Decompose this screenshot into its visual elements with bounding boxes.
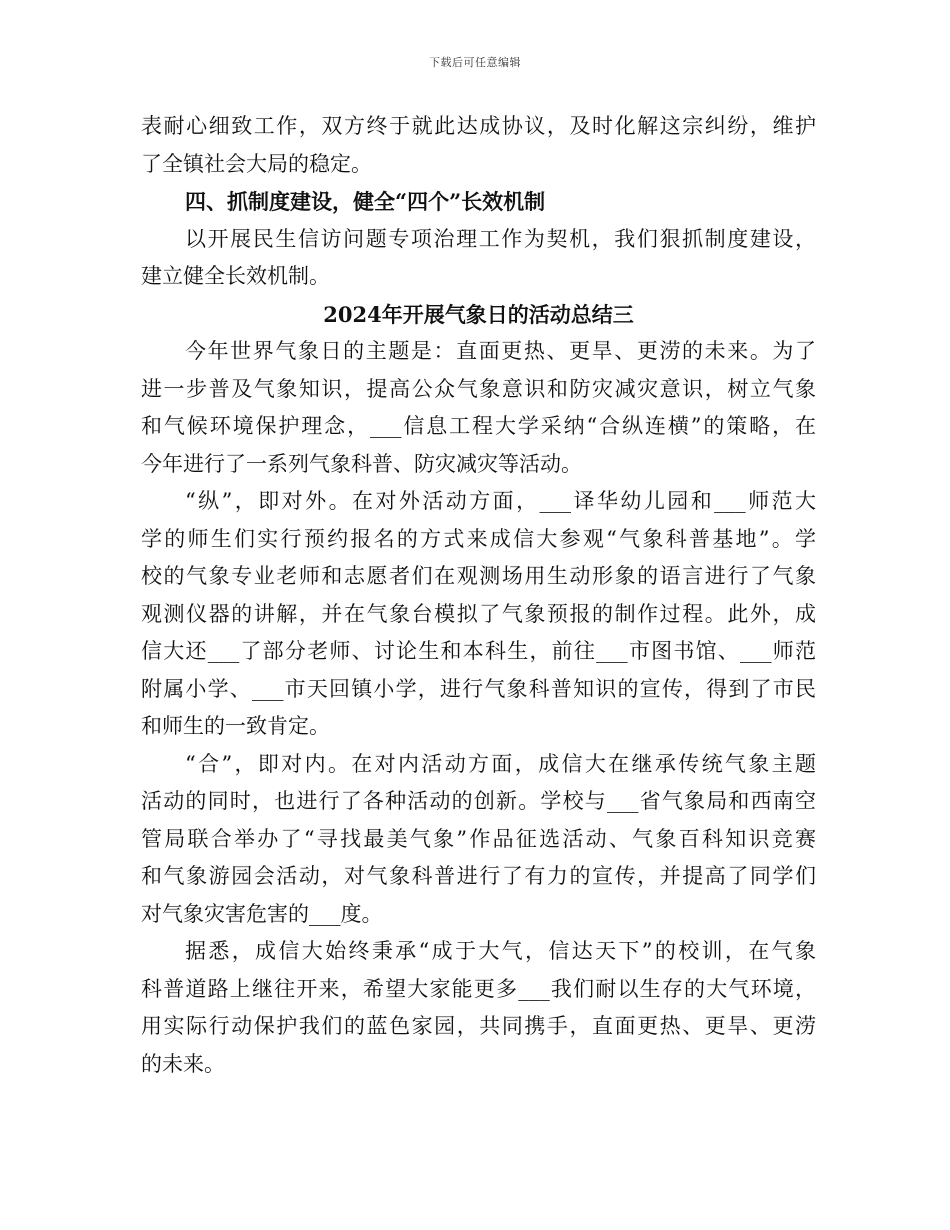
text-line: 据悉，成信大始终秉承“成于大气，信达天下”的校训，在气象 [185, 939, 816, 963]
paragraph [141, 333, 816, 483]
text-line: 今年世界气象日的主题是：直面更热、更旱、更涝的未来。为了 [185, 339, 816, 363]
text-line: 用实际行动保护我们的蓝色家园，共同携手，直面更热、更旱、更涝 [141, 1014, 816, 1038]
text-line: 和气候环境保护理念，___信息工程大学采纳“合纵连横”的策略，在 [141, 414, 816, 438]
text-line: 附属小学、___市天回镇小学，进行气象科普知识的宣传，得到了市民 [141, 676, 816, 701]
text-line: 表耐心细致工作，双方终于就此达成协议，及时化解这宗纠纷，维护 [141, 114, 816, 138]
text-line: 对气象灾害危害的___度。 [141, 901, 383, 926]
text-line: 以开展民生信访问题专项治理工作为契机，我们狠抓制度建设， [185, 226, 816, 251]
text-line: 和气象游园会活动，对气象科普进行了有力的宣传，并提高了同学们 [141, 864, 816, 888]
paragraph [141, 108, 816, 183]
section-heading [141, 183, 816, 221]
text-line: 了全镇社会大局的稳定。 [141, 151, 372, 176]
paragraph [141, 221, 816, 296]
paragraph [141, 933, 816, 1083]
paragraph [141, 746, 816, 934]
document-body [141, 108, 816, 1083]
text-line: 科普道路上继往开来，希望大家能更多___我们耐以生存的大气环境， [141, 976, 816, 1001]
text-line: 今年进行了一系列气象科普、防灾减灾等活动。 [141, 451, 582, 476]
page-header-note: 下载后可任意编辑 [429, 56, 521, 69]
text-line: 建立健全长效机制。 [141, 264, 330, 288]
text-line: 管局联合举办了“寻找最美气象”作品征选活动、气象百科知识竞赛 [141, 826, 816, 851]
text-line: 学的师生们实行预约报名的方式来成信大参观“气象科普基地”。学 [141, 526, 816, 551]
text-line: 校的气象专业老师和志愿者们在观测场用生动形象的语言进行了气象 [141, 564, 816, 588]
text-line: 活动的同时，也进行了各种活动的创新。学校与___省气象局和西南空 [141, 789, 816, 813]
text-line: “合”，即对内。在对内活动方面，成信大在继承传统气象主题 [185, 751, 816, 776]
text-line: 和师生的一致肯定。 [141, 714, 330, 738]
text-line: “纵”，即对外。在对外活动方面，___译华幼儿园和___师范大 [185, 489, 816, 513]
document-title [141, 296, 816, 334]
text-line: 进一步普及气象知识，提高公众气象意识和防灾减灾意识，树立气象 [141, 376, 816, 401]
text-line: 观测仪器的讲解，并在气象台模拟了气象预报的制作过程。此外，成 [141, 601, 816, 626]
heading-line: 四、抓制度建设，健全“四个”长效机制 [185, 189, 546, 214]
paragraph [141, 483, 816, 746]
text-line: 信大还___了部分老师、讨论生和本科生，前往___市图书馆、___师范 [141, 639, 816, 663]
text-line: 的未来。 [141, 1051, 225, 1076]
title-line: 2024年开展气象日的活动总结三 [323, 301, 634, 327]
